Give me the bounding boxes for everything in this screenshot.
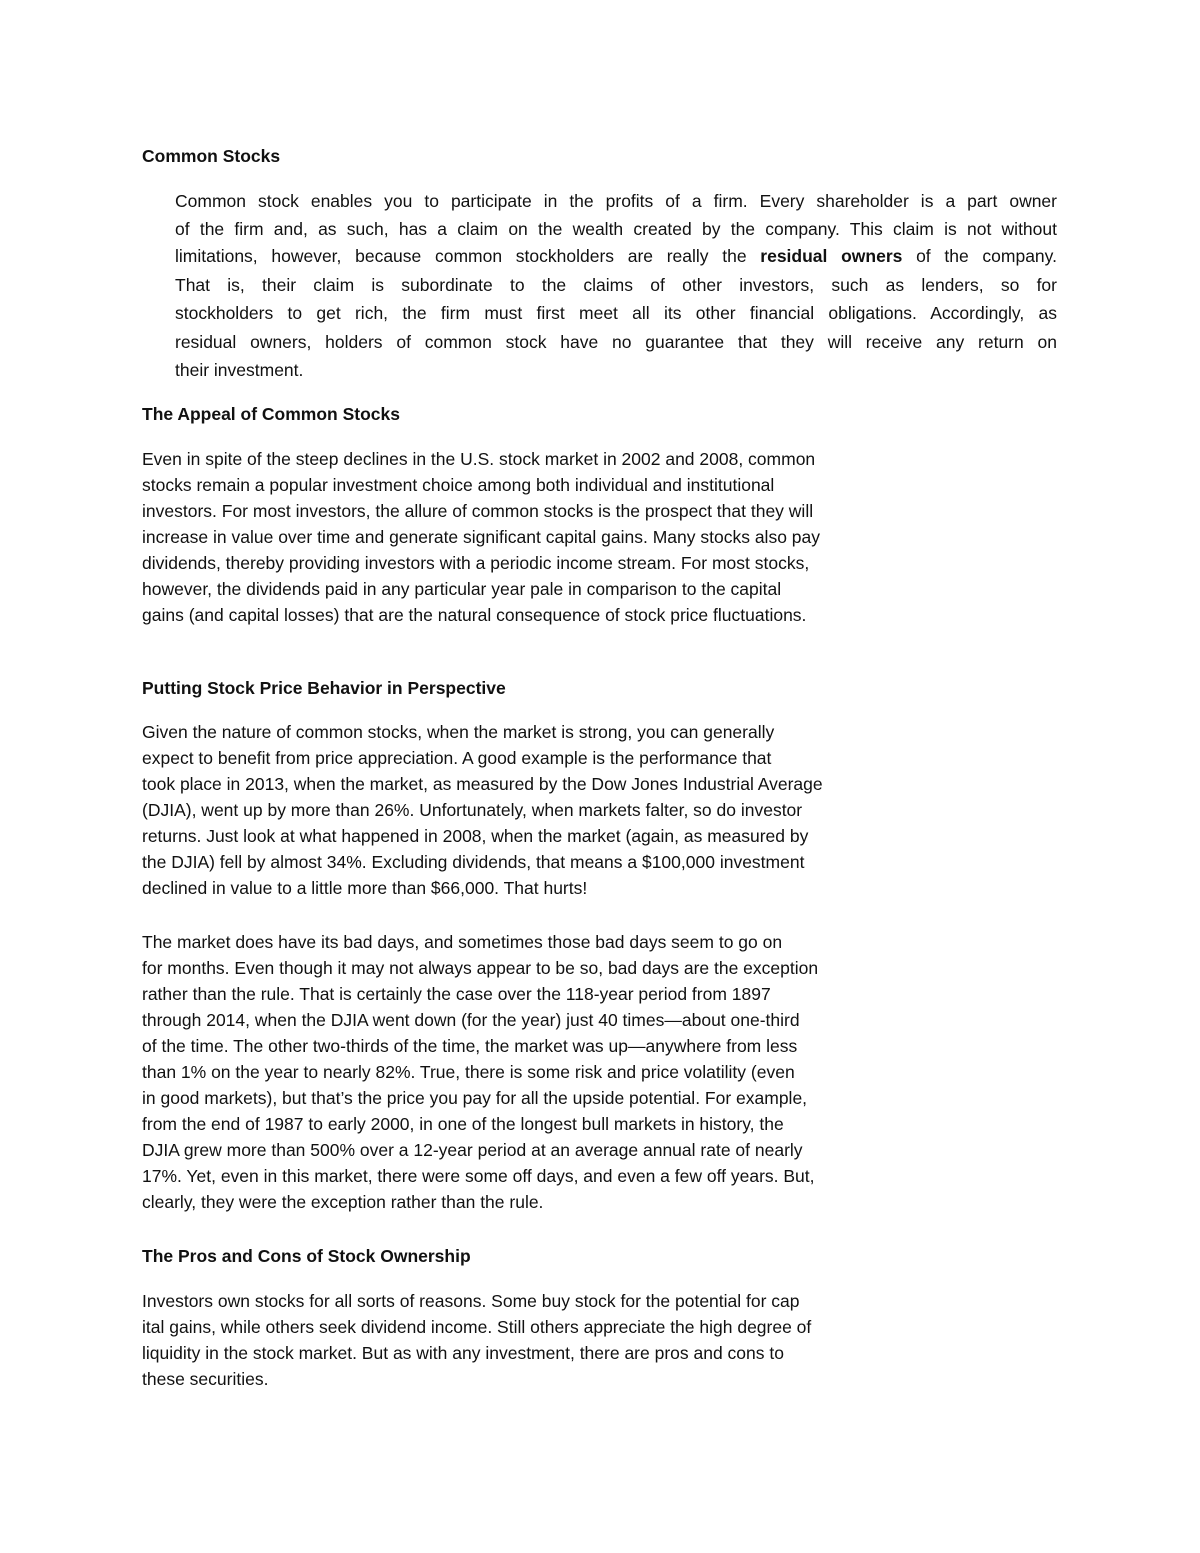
paragraph-line: Investors own stocks for all sorts of reasons. Some buy stock for the potential for cap [142,1291,800,1311]
paragraph-line: Common stock enables you to participate in the profits of a firm. Every shareholder is a part owner [175,191,1057,211]
paragraph-line: stockholders to get rich, the firm must first meet all its other financial obligations. Accordingly, as [175,303,1057,323]
paragraph-line: returns. Just look at what happened in 2008, when the market (again, as measured by [142,826,809,846]
heading-putting-stock-price-behavior: Putting Stock Price Behavior in Perspective [142,678,506,698]
paragraph-line: dividends, thereby providing investors with a periodic income stream. For most stocks, [142,553,810,573]
paragraph-line: declined in value to a little more than $66,000. That hurts! [142,878,588,898]
paragraph-line: stocks remain a popular investment choice among both individual and institutional [142,475,775,495]
text-run: limitations, however, because common stockholders are really the [175,246,761,266]
paragraph-line: ital gains, while others seek dividend income. Still others appreciate the high degree of [142,1317,812,1337]
paragraph-line: than 1% on the year to nearly 82%. True, there is some risk and price volatility (even [142,1062,795,1082]
heading-pros-and-cons: The Pros and Cons of Stock Ownership [142,1246,471,1266]
text-run: of the company. [902,246,1057,266]
paragraph-line: from the end of 1987 to early 2000, in one of the longest bull markets in history, the [142,1114,784,1134]
paragraph-line: these securities. [142,1369,269,1389]
paragraph-line: That is, their claim is subordinate to the claims of other investors, such as lenders, so for [175,275,1057,295]
paragraph-line: rather than the rule. That is certainly the case over the 118-year period from 1897 [142,984,771,1004]
paragraph-line: expect to benefit from price appreciation. A good example is the performance that [142,748,772,768]
paragraph-line: in good markets), but that’s the price you pay for all the upside potential. For example, [142,1088,808,1108]
paragraph-line: the DJIA) fell by almost 34%. Excluding dividends, that means a $100,000 investment [142,852,805,872]
heading-common-stocks: Common Stocks [142,146,281,166]
paragraph-line: of the firm and, as such, has a claim on the wealth created by the company. This claim is not without [175,219,1057,239]
paragraph-line: took place in 2013, when the market, as measured by the Dow Jones Industrial Average [142,774,823,794]
paragraph-line: through 2014, when the DJIA went down (for the year) just 40 times—about one-third [142,1010,800,1030]
paragraph-line: The market does have its bad days, and sometimes those bad days seem to go on [142,932,783,952]
paragraph-line: (DJIA), went up by more than 26%. Unfortunately, when markets falter, so do investor [142,800,803,820]
bold-term: residual owners [760,246,903,266]
paragraph-line: DJIA grew more than 500% over a 12-year period at an average annual rate of nearly [142,1140,803,1160]
paragraph-line: gains (and capital losses) that are the natural consequence of stock price fluctuations. [142,605,807,625]
paragraph-line: Given the nature of common stocks, when the market is strong, you can generally [142,722,775,742]
paragraph-line [175,243,1057,269]
paragraph-line: however, the dividends paid in any particular year pale in comparison to the capital [142,579,782,599]
paragraph-line: 17%. Yet, even in this market, there were some off days, and even a few off years. But, [142,1166,815,1186]
heading-appeal-of-common-stocks: The Appeal of Common Stocks [142,404,400,424]
paragraph-line: clearly, they were the exception rather than the rule. [142,1192,544,1212]
paragraph-line: investors. For most investors, the allure of common stocks is the prospect that they will [142,501,814,521]
paragraph-line: their investment. [175,360,304,380]
paragraph-line: liquidity in the stock market. But as with any investment, there are pros and cons to [142,1343,784,1363]
paragraph-line: Even in spite of the steep declines in the U.S. stock market in 2002 and 2008, common [142,449,816,469]
paragraph-line: residual owners, holders of common stock have no guarantee that they will receive any return on [175,332,1057,352]
paragraph-line: for months. Even though it may not always appear to be so, bad days are the exception [142,958,819,978]
paragraph-line: of the time. The other two-thirds of the time, the market was up—anywhere from less [142,1036,798,1056]
paragraph-line: increase in value over time and generate significant capital gains. Many stocks also pay [142,527,821,547]
